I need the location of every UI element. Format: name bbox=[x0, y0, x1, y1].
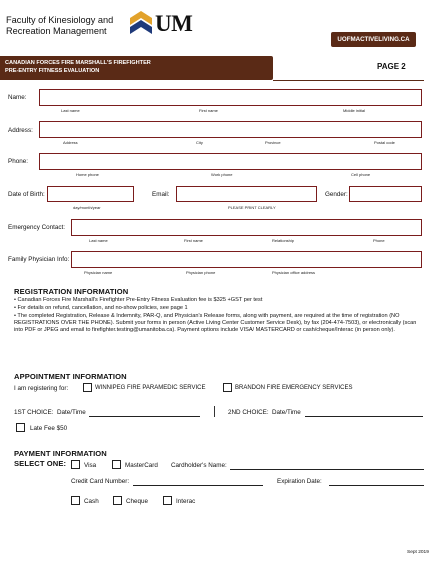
card-number-input[interactable] bbox=[133, 485, 263, 486]
emergency-label: Emergency Contact: bbox=[8, 224, 66, 231]
postal-code-sublabel: Postal code bbox=[374, 140, 395, 145]
registration-heading: REGISTRATION INFORMATION bbox=[14, 287, 129, 296]
email-label: Email: bbox=[152, 191, 170, 198]
middle-initial-sublabel: Middle initial bbox=[343, 108, 366, 113]
appointment-heading: APPOINTMENT INFORMATION bbox=[14, 372, 127, 381]
dob-sublabel: day/month/year bbox=[73, 205, 101, 210]
cash-label: Cash bbox=[84, 498, 99, 505]
first-choice-field-label: Date/Time bbox=[57, 409, 86, 416]
physician-field[interactable] bbox=[71, 251, 422, 268]
website-text: UOFMACTIVELIVING.CA bbox=[337, 36, 410, 43]
first-choice-label: 1ST CHOICE: bbox=[14, 409, 54, 416]
physician-phone-sublabel: Physician phone bbox=[186, 270, 216, 275]
cheque-checkbox[interactable] bbox=[113, 496, 122, 505]
card-number-label: Credit Card Number: bbox=[71, 478, 130, 485]
physician-name-sublabel: Physician name bbox=[84, 270, 113, 275]
registration-bullet-1: • Canadian Forces Fire Marshall's Firefighter Pre-Entry Fitness Evaluation fee is $325 +GST per test bbox=[14, 297, 263, 303]
emergency-phone-sublabel: Phone bbox=[373, 238, 385, 243]
expiration-label: Expiration Date: bbox=[277, 478, 322, 485]
payment-heading: PAYMENT INFORMATION bbox=[14, 449, 107, 458]
banner-line-1: CANADIAN FORCES FIRE MARSHALL'S FIREFIGHTER bbox=[5, 60, 151, 66]
first-name-sublabel: First name bbox=[199, 108, 218, 113]
name-label: Name: bbox=[8, 94, 27, 101]
cheque-label: Cheque bbox=[126, 498, 149, 505]
cardholder-label: Cardholder's Name: bbox=[171, 462, 227, 469]
visa-checkbox[interactable] bbox=[71, 460, 80, 469]
visa-label: Visa bbox=[84, 462, 97, 469]
emergency-relationship-sublabel: Relationship bbox=[272, 238, 295, 243]
cell-phone-sublabel: Cell phone bbox=[351, 172, 371, 177]
faculty-name bbox=[6, 15, 113, 36]
address-field[interactable] bbox=[39, 121, 422, 138]
address-label: Address: bbox=[8, 127, 33, 134]
interac-label: Interac bbox=[176, 498, 196, 505]
registration-bullet-3: • The completed Registration, Release & Indemnity, PAR-Q, and Physician's Release forms, along with payment, are required at the time of registration (NO REGISTRATIONS OVER THE PHONE). Submit your forms in person (Active Living Center Customer Service Desk), by fax (204-474-7503), or electronically (scan into PDF or JPEG and email to firefighter.testing@umanitoba.ca). Payment options include VISA/ MASTERCARD or cash/cheque/Interac (in person only). bbox=[14, 313, 417, 334]
work-phone-sublabel: Work phone bbox=[211, 172, 233, 177]
dob-field[interactable] bbox=[47, 186, 134, 202]
name-field[interactable] bbox=[39, 89, 422, 106]
banner-line-2: PRE-ENTRY FITNESS EVALUATION bbox=[5, 68, 100, 74]
physician-label: Family Physician Info: bbox=[8, 256, 70, 263]
faculty-line-1: Faculty of Kinesiology and bbox=[6, 15, 114, 25]
phone-field[interactable] bbox=[39, 153, 422, 170]
emergency-first-sublabel: First name bbox=[184, 238, 203, 243]
cash-checkbox[interactable] bbox=[71, 496, 80, 505]
registration-bullet-2: • For details on refund, cancellation, and no-show policies, see page 1 bbox=[14, 305, 188, 311]
banner-rule bbox=[273, 80, 424, 81]
select-one-label: SELECT ONE: bbox=[14, 459, 67, 468]
province-sublabel: Province bbox=[265, 140, 281, 145]
email-sublabel: PLEASE PRINT CLEARLY bbox=[228, 205, 276, 210]
um-logo: UM bbox=[155, 11, 193, 36]
emergency-last-sublabel: Last name bbox=[89, 238, 108, 243]
home-phone-sublabel: Home phone bbox=[76, 172, 99, 177]
expiration-input[interactable] bbox=[329, 485, 424, 486]
emergency-field[interactable] bbox=[71, 219, 422, 236]
brandon-option-label: BRANDON FIRE EMERGENCY SERVICES bbox=[235, 385, 353, 391]
late-fee-label: Late Fee $50 bbox=[30, 425, 68, 432]
winnipeg-checkbox[interactable] bbox=[83, 383, 92, 392]
title-banner bbox=[0, 56, 273, 80]
dob-label: Date of Birth: bbox=[8, 191, 45, 198]
late-fee-checkbox[interactable] bbox=[16, 423, 25, 432]
last-name-sublabel: Last name bbox=[61, 108, 80, 113]
physician-office-sublabel: Physician office address bbox=[272, 270, 316, 275]
second-choice-input[interactable] bbox=[305, 416, 423, 417]
mastercard-label: MasterCard bbox=[125, 462, 158, 469]
cardholder-input[interactable] bbox=[230, 469, 424, 470]
choice-divider bbox=[214, 406, 215, 417]
registering-label: I am registering for: bbox=[14, 385, 69, 392]
interac-checkbox[interactable] bbox=[163, 496, 172, 505]
mastercard-checkbox[interactable] bbox=[112, 460, 121, 469]
page-number: PAGE 2 bbox=[377, 62, 406, 71]
second-choice-field-label: Date/Time bbox=[272, 409, 301, 416]
address-sublabel: Address bbox=[63, 140, 78, 145]
phone-label: Phone: bbox=[8, 158, 28, 165]
website-badge[interactable] bbox=[331, 32, 416, 47]
brandon-checkbox[interactable] bbox=[223, 383, 232, 392]
footer-date: Sept 2019 bbox=[407, 550, 429, 555]
bison-logo-icon bbox=[128, 8, 154, 38]
winnipeg-option-label: WINNIPEG FIRE PARAMEDIC SERVICE bbox=[95, 385, 206, 391]
gender-label: Gender: bbox=[325, 191, 348, 198]
second-choice-label: 2ND CHOICE: bbox=[228, 409, 269, 416]
city-sublabel: City bbox=[196, 140, 203, 145]
gender-field[interactable] bbox=[349, 186, 422, 202]
faculty-line-2: Recreation Management bbox=[6, 25, 107, 36]
first-choice-input[interactable] bbox=[89, 416, 200, 417]
email-field[interactable] bbox=[176, 186, 317, 202]
